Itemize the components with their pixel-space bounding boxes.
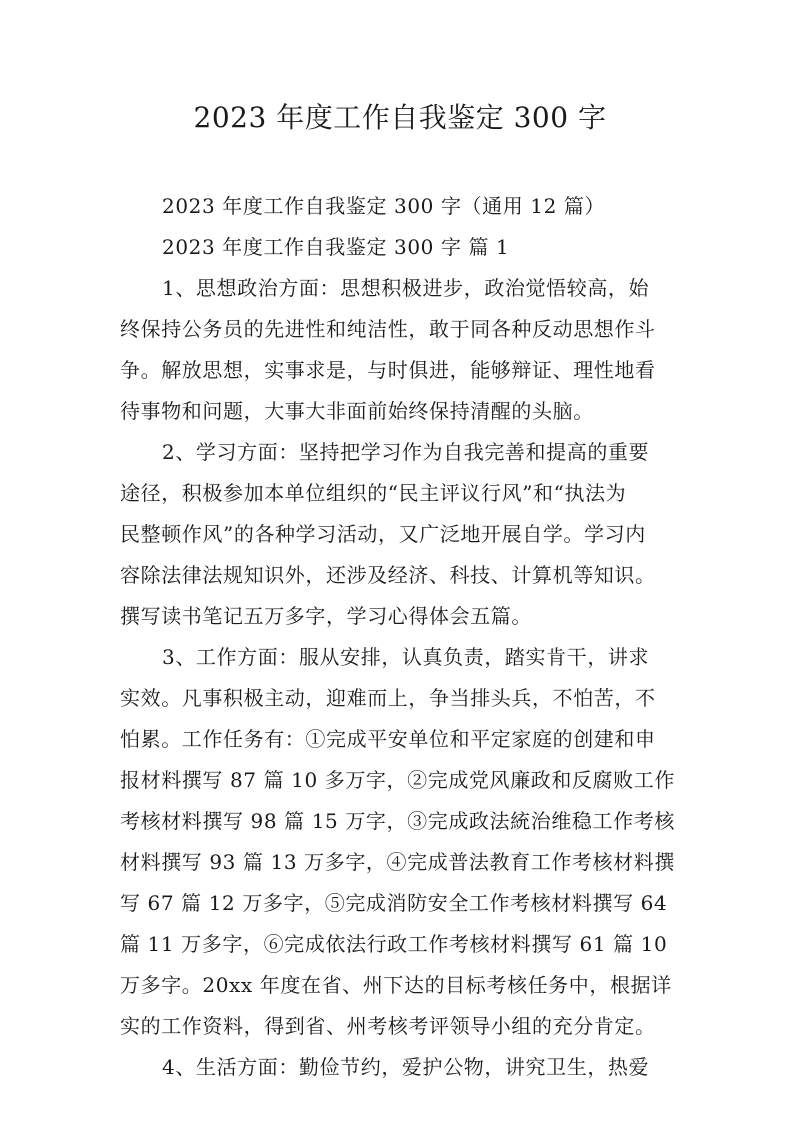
paragraph-line: 撰写读书笔记五万多字，学习心得体会五篇。 bbox=[120, 604, 532, 628]
paragraph-line: 3、工作方面：服从安排，认真负责，踏实肯干，讲求 bbox=[162, 645, 650, 669]
paragraph-line: 篇 11 万多字，⑥完成依法行政工作考核材料撰写 61 篇 10 bbox=[120, 932, 668, 956]
paragraph-line: 容除法律法规知识外，还涉及经济、科技、计算机等知识。 bbox=[120, 563, 656, 587]
document-body bbox=[120, 186, 700, 1088]
paragraph-politics bbox=[120, 268, 700, 432]
paragraph-line: 材料撰写 93 篇 13 万多字，④完成普法教育工作考核材料撰 bbox=[120, 850, 675, 874]
paragraph-line: 实的工作资料，得到省、州考核考评领导小组的充分肯定。 bbox=[120, 1014, 656, 1038]
paragraph-line: 终保持公务员的先进性和纯洁性，敢于同各种反动思想作斗 bbox=[120, 317, 656, 341]
document-subtitle: 2023 年度工作自我鉴定 300 字（通用 12 篇） bbox=[162, 194, 606, 218]
paragraph-line: 报材料撰写 87 篇 10 多万字，②完成党风廉政和反腐败工作 bbox=[120, 768, 675, 792]
paragraph-line: 途径，积极参加本单位组织的“民主评议行风”和“执法为 bbox=[120, 481, 627, 505]
paragraph-line: 民整顿作风”的各种学习活动，又广泛地开展自学。学习内 bbox=[120, 522, 646, 546]
paragraph-line: 怕累。工作任务有：①完成平安单位和平定家庭的创建和申 bbox=[120, 727, 656, 751]
paragraph-line: 争。解放思想，实事求是，与时俱进，能够辩证、理性地看 bbox=[120, 358, 656, 382]
paragraph-life bbox=[120, 1047, 700, 1088]
paragraph-line: 万多字。20xx 年度在省、州下达的目标考核任务中，根据详 bbox=[120, 973, 672, 997]
paragraph-line: 4、生活方面：勤俭节约，爱护公物，讲究卫生，热爱 bbox=[162, 1055, 650, 1079]
section-heading: 2023 年度工作自我鉴定 300 字 篇 1 bbox=[162, 235, 510, 259]
paragraph-line: 1、思想政治方面：思想积极进步，政治觉悟较高，始 bbox=[162, 276, 650, 300]
paragraph-line: 考核材料撰写 98 篇 15 万字，③完成政法統治维稳工作考核 bbox=[120, 809, 675, 833]
paragraph-line: 写 67 篇 12 万多字，⑤完成消防安全工作考核材料撰写 64 bbox=[120, 891, 668, 915]
paragraph-line: 待事物和问题，大事大非面前始终保持清醒的头脑。 bbox=[120, 399, 594, 423]
paragraph-work bbox=[120, 637, 700, 1047]
paragraph-line: 2、学习方面：坚持把学习作为自我完善和提高的重要 bbox=[162, 440, 650, 464]
paragraph-study bbox=[120, 432, 700, 637]
document-title: 2023 年度工作自我鉴定 300 字 bbox=[193, 101, 607, 134]
paragraph-line: 实效。凡事积极主动，迎难而上，争当排头兵，不怕苦，不 bbox=[120, 686, 656, 710]
